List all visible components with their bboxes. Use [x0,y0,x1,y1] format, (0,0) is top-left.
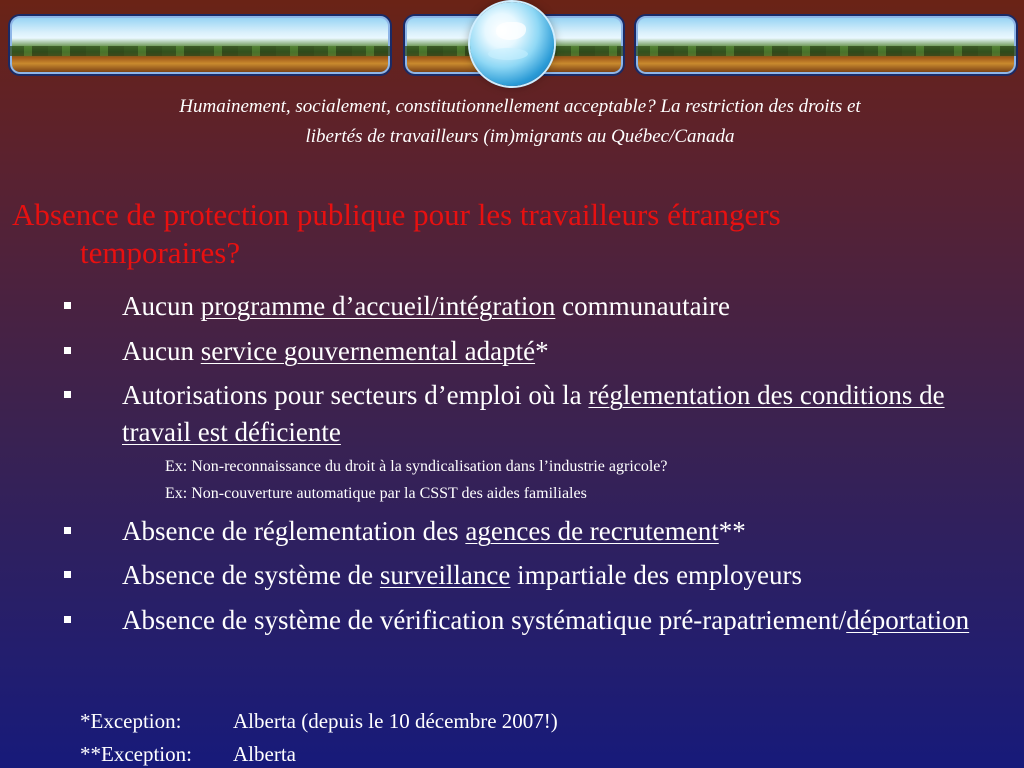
bullet-text-plain: communautaire [555,291,731,321]
subtitle-line-1: Humainement, socialement, constitutionnellement acceptable? La restriction des droits et [179,96,861,117]
bullet-square-icon [64,391,71,398]
bullet-text [122,513,1002,550]
heading-line-1: Absence de protection publique pour les travailleurs étrangers [12,197,781,232]
bullet-square-icon [64,527,71,534]
bullet-text [122,288,1002,325]
bullet-square-icon [64,302,71,309]
footnote-label: *Exception: [80,709,182,733]
slide-heading [12,196,1012,272]
bullet-link[interactable]: service gouvernemental adapté [200,336,536,366]
bullet-text-plain: Aucun [122,336,201,366]
bullet-text [122,377,1002,451]
bullet-square-icon [64,347,71,354]
bullet-link[interactable]: déportation [846,605,970,635]
bullet-square-icon [64,571,71,578]
footnote-value: Alberta [233,742,296,766]
bullet-text [122,557,1002,594]
footnote-value: Alberta (depuis le 10 décembre 2007!) [233,709,558,733]
bullet-text-plain: Absence de système de vérification systématique pré-rapatriement/ [122,605,847,635]
bullet-link[interactable]: programme d’accueil/intégration [200,291,556,321]
bullet-text [122,602,1002,639]
bullet-text-plain: ** [718,516,746,546]
bullet-text-plain: Autorisations pour secteurs d’emploi où la [122,380,589,410]
bullet-text-plain: Aucun [122,291,201,321]
bullet-text-plain: Absence de réglementation des [122,516,466,546]
example-text: Ex: Non-couverture automatique par la CSST des aides familiales [165,485,587,502]
bullet-text [122,333,1002,370]
bullet-link[interactable]: agences de recrutement [465,516,719,546]
globe-icon [470,2,554,86]
footnote [80,740,296,768]
landscape-banner-right [634,14,1018,76]
bullet-link[interactable]: réglementation des conditions de travail est déficiente [122,380,945,447]
bullet-text-plain: * [535,336,549,366]
bullet-text-plain: impartiale des employeurs [510,560,803,590]
bullet-square-icon [64,616,71,623]
bullet-link[interactable]: surveillance [379,560,511,590]
example-text: Ex: Non-reconnaissance du droit à la syndicalisation dans l’industrie agricole? [165,458,668,475]
heading-line-2: temporaires? [80,235,241,270]
bullet-text-plain: Absence de système de [122,560,380,590]
presentation-subtitle [40,92,1000,152]
footnote-label: **Exception: [80,742,192,766]
footnote [80,707,558,735]
subtitle-line-2: libertés de travailleurs (im)migrants au Québec/Canada [305,126,735,147]
landscape-banner-left [8,14,392,76]
